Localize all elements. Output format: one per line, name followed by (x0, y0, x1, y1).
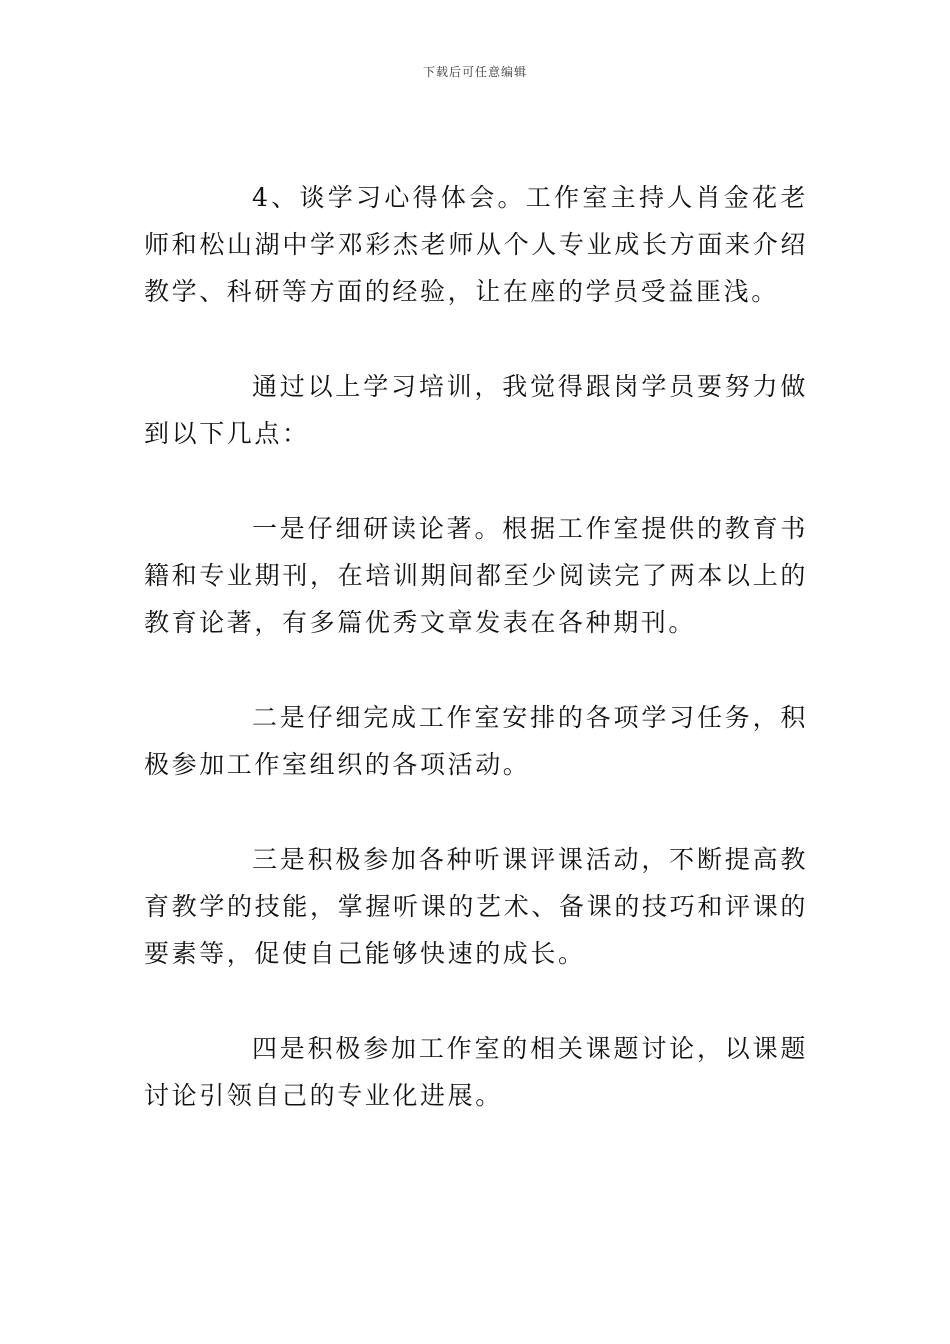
document-body (144, 174, 808, 1167)
paragraph-point-one: 一是仔细研读论著。根据工作室提供的教育书籍和专业期刊，在培训期间都至少阅读完了两本以上的教育论著，有多篇优秀文章发表在各种期刊。 (144, 514, 808, 637)
paragraph-point-four: 四是积极参加工作室的相关课题讨论，以课题讨论引领自己的专业化进展。 (144, 1034, 808, 1110)
paragraph-summary-intro: 通过以上学习培训，我觉得跟岗学员要努力做到以下几点： (144, 372, 808, 448)
paragraph-learning-experience: 4、谈学习心得体会。工作室主持人肖金花老师和松山湖中学邓彩杰老师从个人专业成长方面来介绍教学、科研等方面的经验，让在座的学员受益匪浅。 (144, 183, 808, 306)
header-note: 下载后可任意编辑 (422, 65, 527, 79)
paragraph-point-two: 二是仔细完成工作室安排的各项学习任务，积极参加工作室组织的各项活动。 (144, 703, 808, 779)
paragraph-point-three: 三是积极参加各种听课评课活动，不断提高教育教学的技能，掌握听课的艺术、备课的技巧和评课的要素等，促使自己能够快速的成长。 (144, 845, 808, 968)
